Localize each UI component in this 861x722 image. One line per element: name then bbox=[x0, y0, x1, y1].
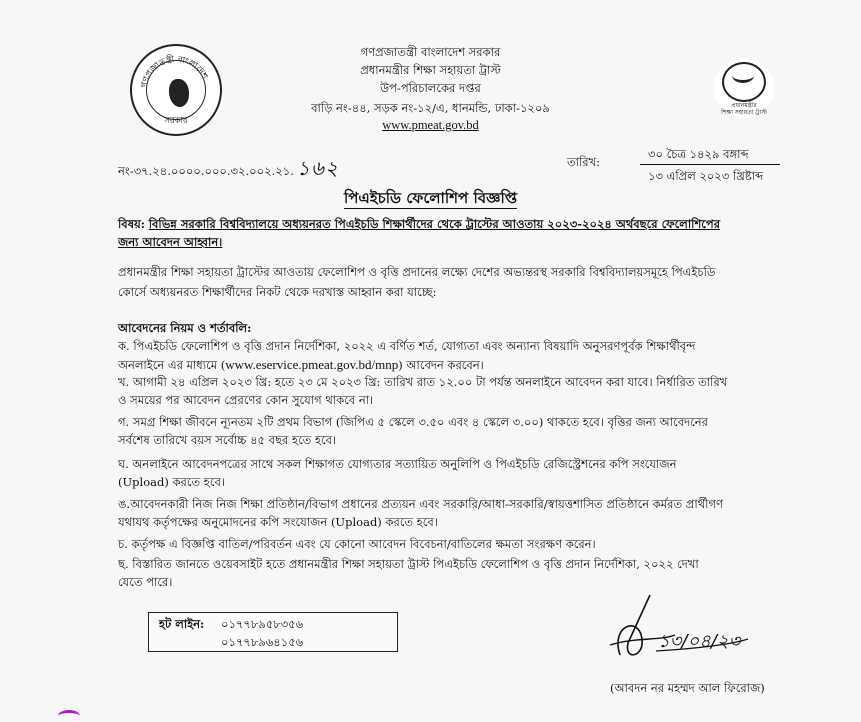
rule-gha-line-1: ঘ. অনলাইনে আবেদনপত্রের সাথে সকল শিক্ষাগত যোগ্যতার সত্যায়িত অনুলিপি ও পিএইচডি রেজিস্ট্রেশনের কপি সংযোজন bbox=[118, 457, 677, 471]
bird-icon bbox=[732, 68, 754, 83]
date-label: তারিখ: bbox=[567, 155, 601, 169]
subject-line-1 bbox=[118, 216, 720, 233]
eservice-link[interactable]: www.eservice.pmeat.gov.bd/mnp bbox=[225, 357, 399, 372]
rule-ga-line-1: গ. সমগ্র শিক্ষা জীবনে ন্যূনতম ২টি প্রথম বিভাগ (জিপিএ ৫ স্কেলে ৩.৫০ এবং ৪ স্কেলে ৩.০০) থাকতে হবে। বৃত্তির জন্য আবেদনের bbox=[118, 415, 708, 429]
rule-ka-line-2 bbox=[118, 356, 484, 374]
corner-arc-mark bbox=[58, 710, 80, 722]
header-trust: প্রধানমন্ত্রীর শিক্ষা সহায়তা ট্রাস্ট bbox=[360, 63, 501, 77]
hotline-number-2: ০১৭৭৮৯৬৪১৫৬ bbox=[221, 635, 304, 649]
subject-text-2: জন্য আবেদন আহ্বান। bbox=[118, 235, 223, 249]
signature-date: ১৩/০৪/২৩ bbox=[658, 631, 741, 652]
rule-uma-line-1: ঙ.আবেদনকারী নিজ নিজ শিক্ষা প্রতিষ্ঠান/বিভাগ প্রধানের প্রত্যয়ন এবং সরকারি/আধা-সরকারি/স্বায়ত্তশাসিত প্রতিষ্ঠানে কর্মরত প্রার্থীগণ bbox=[118, 497, 723, 511]
header-website-link[interactable]: www.pmeat.gov.bd bbox=[382, 118, 479, 132]
hotline-label: হট লাইন: bbox=[159, 617, 205, 631]
signer-name: (আবদন নর মহম্মদ আল ফিরোজ) bbox=[610, 681, 765, 695]
rules-heading: আবেদনের নিয়ম ও শর্তাবলি: bbox=[118, 321, 252, 335]
header-address: বাড়ি নং-৪৪, সড়ক নং-১২/এ, ধানমন্ডি, ঢাকা-১২০৯ bbox=[311, 101, 550, 115]
rule-uma-line-2: যথাযথ কর্তৃপক্ষের অনুমোদনের কপি সংযোজন (Upload) করতে হবে। bbox=[118, 515, 438, 529]
rule-cha-line-1: চ. কর্তৃপক্ষ এ বিজ্ঞপ্তি বাতিল/পরিবর্তন এবং যে কোনো আবেদন বিবেচনা/বাতিলের ক্ষমতা সংরক্ষণ করেন। bbox=[118, 537, 596, 551]
hotline-number-1: ০১৭৭৮৯৫৮৩৫৬ bbox=[221, 617, 304, 631]
header-office: উপ-পরিচালকের দপ্তর bbox=[380, 81, 481, 95]
rule-ka-text-a: অনলাইনে এর মাধ্যমে ( bbox=[118, 358, 226, 372]
intro-line-1: প্রধানমন্ত্রীর শিক্ষা সহায়তা ট্রাস্টের আওতায় ফেলোশিপ ও বৃত্তি প্রদানের লক্ষ্যে দেশের অভ্যন্তরস্থ সরকারি বিশ্ববিদ্যালয়সমূহে পিএইচডি bbox=[118, 265, 716, 279]
subject-text-1: বিভিন্ন সরকারি বিশ্ববিদ্যালয়ে অধ্যয়নরত পিএইচডি শিক্ষার্থীদের থেকে ট্রাস্টের আওতায় ২০২৩-২০২৪ অর্থবছরে ফেলোশিপের bbox=[148, 217, 721, 231]
notice-title bbox=[0, 187, 861, 212]
date-bangla: ৩০ চৈত্র ১৪২৯ বঙ্গাব্দ bbox=[648, 147, 749, 161]
rule-kha-line-1: খ. আগামী ২৪ এপ্রিল ২০২৩ খ্রি: হতে ২৩ মে ২০২৩ খ্রি: তারিখ রাত ১২.০০ টা পর্যন্ত অনলাইনে আবেদন করা যাবে। নির্ধারিত তারিখ bbox=[118, 375, 728, 389]
signature bbox=[580, 585, 780, 685]
reference-number-text: নং-৩৭.২৪.০০০০.০০০.৩২.০০২.২১. bbox=[118, 164, 294, 178]
rule-ka-line-1: ক. পিএইচডি ফেলোশিপ ও বৃত্তি প্রদান নির্দেশিকা, ২০২২ এ বর্ণিত শর্ত, যোগ্যতা এবং অন্যান্য বিষয়াদি অনুসরণপূর্বক শিক্ষার্থীবৃন্দ bbox=[118, 339, 696, 353]
rule-ga-line-2: সর্বশেষ তারিখে বয়স সর্বোচ্চ ৪৫ বছর হতে হবে। bbox=[118, 433, 337, 447]
logo-text-line1: প্রধানমন্ত্রীর bbox=[731, 102, 757, 109]
reference-number bbox=[118, 154, 339, 187]
reference-handwritten: ১৬২ bbox=[296, 156, 339, 180]
logo-text-line2: শিক্ষা সহায়তা ট্রাস্ট bbox=[721, 109, 767, 116]
seal-ring-text: গণপ্রজাতন্ত্রী বাংলাদেশ bbox=[139, 54, 210, 89]
date-gregorian: ১৩ এপ্রিল ২০২৩ খ্রিষ্টাব্দ bbox=[648, 169, 764, 183]
rule-chha-line-1: ছ. বিস্তারিত জানতে ওয়েবসাইট হতে প্রধানমন্ত্রীর শিক্ষা সহায়তা ট্রাস্ট পিএইচডি ফেলোশিপ ও বৃত্তি প্রদান নির্দেশিকা, ২০২২ দেখা bbox=[118, 557, 699, 571]
rule-ka-text-b: ) আবেদন করবেন। bbox=[398, 358, 484, 372]
header-gov: গণপ্রজাতন্ত্রী বাংলাদেশ সরকার bbox=[360, 45, 501, 59]
rule-kha-line-2: ও সময়ের পর আবেদন প্রেরণের কোন সুযোগ থাকবে না। bbox=[118, 393, 374, 407]
subject-label: বিষয়: bbox=[118, 217, 146, 231]
trust-logo bbox=[714, 58, 774, 118]
date-divider bbox=[640, 164, 780, 165]
intro-line-2: কোর্সে অধ্যয়নরত শিক্ষার্থীদের নিকট থেকে দরখাস্ত আহ্বান করা যাচ্ছে: bbox=[118, 285, 437, 299]
rule-chha-line-2: যেতে পারে। bbox=[118, 575, 173, 589]
notice-title-text: পিএইচডি ফেলোশিপ বিজ্ঞপ্তি bbox=[343, 189, 518, 207]
hotline-box bbox=[148, 612, 398, 652]
seal-bottom-text: সরকার bbox=[164, 116, 188, 126]
subject-line-2 bbox=[118, 234, 222, 251]
signature-scribble-icon bbox=[580, 585, 780, 685]
rule-gha-line-2: (Upload) করতে হবে। bbox=[118, 475, 225, 489]
